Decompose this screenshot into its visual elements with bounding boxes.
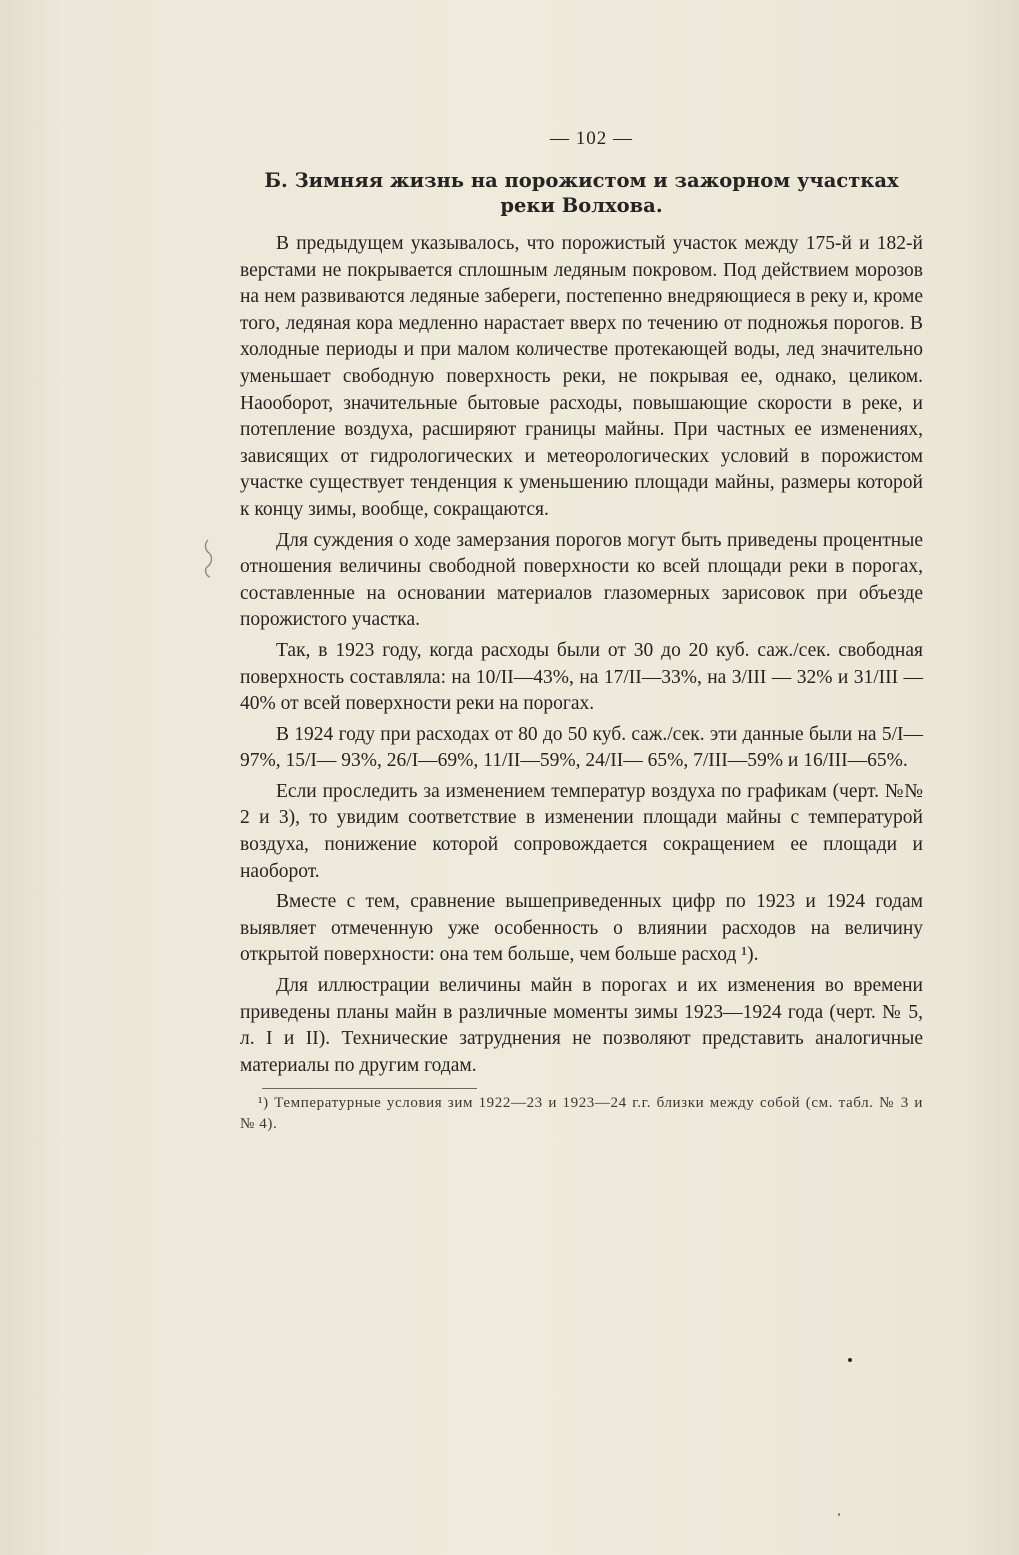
text-block <box>240 128 923 1135</box>
footnote: ¹) Температурные условия зим 1922—23 и 1923—24 г.г. близки между собой (см. табл. № 3 и № 4). <box>240 1095 923 1133</box>
paragraph-4: В 1924 году при расходах от 80 до 50 куб. саж./сек. эти данные были на 5/I—97%, 15/I— 93%, 26/I—69%, 11/II—59%, 24/II— 65%, 7/III—59% и 16/III—65%. <box>240 723 923 772</box>
section-heading-line-1: Б. Зимняя жизнь на порожистом и зажорном участках <box>264 169 899 192</box>
paragraph-6: Вместе с тем, сравнение вышеприведенных цифр по 1923 и 1924 годам выявляет отмеченную уже особенность о влиянии расходов на величину открытой поверхности: она тем больше, чем больше расход ¹). <box>240 891 923 966</box>
section-heading-line-2: реки Волхова. <box>500 194 663 217</box>
page-number: — 102 — <box>550 128 633 149</box>
paragraph-1: В предыдущем указывалось, что порожистый участок между 175-й и 182-й верстами не покрывается сплошным ледяным покровом. Под действием морозов на нем развиваются ледяные забереги, постепенно внедряющиеся в реку и, кроме того, ледяная кора медленно нарастает вверх по течению от подножья порогов. В холодные периоды и при малом количестве протекающей воды, лед значительно уменьшает свободную поверхность реки, не покрывая ее, однако, целиком. Наооборот, значительные бытовые расходы, повышающие скорости в реке, и потепление воздуха, расширяют границы майны. При частных ее изменениях, зависящих от гидрологических и метеорологических условий в порожистом участке существует тенденция к уменьшению площади майны, размеры которой к концу зимы, вообще, сокращаются. <box>240 233 923 520</box>
paragraph-5: Если проследить за изменением температур воздуха по графикам (черт. №№ 2 и 3), то увидим соответствие в изменении площади майны с температурой воздуха, понижение которой сопровождается сокращением ее площади и наоборот. <box>240 780 923 882</box>
ink-speck <box>838 1513 840 1516</box>
ink-speck <box>848 1358 852 1362</box>
paragraph-7: Для иллюстрации величины майн в порогах и их изменения во времени приведены планы майн в различные моменты зимы 1923—1924 года (черт. № 5, л. I и II). Технические затруднения не позволяют представить аналогичные материалы по другим годам. <box>240 975 923 1076</box>
footnote-divider <box>262 1088 477 1089</box>
paragraph-2: Для суждения о ходе замерзания порогов могут быть приведены процентные отношения величины свободной поверхности ко всей площади реки в порогах, составленные на основании материалов глазомерных зарисовок при объезде порожистого участка. <box>240 529 923 631</box>
section-heading <box>240 168 923 218</box>
pencil-margin-mark <box>200 536 220 580</box>
paragraph-3: Так, в 1923 году, когда расходы были от 30 до 20 куб. саж./сек. свободная поверхность составляла: на 10/II—43%, на 17/II—33%, на 3/III — 32% и 31/III — 40% от всей поверхности реки на порогах. <box>240 639 923 715</box>
